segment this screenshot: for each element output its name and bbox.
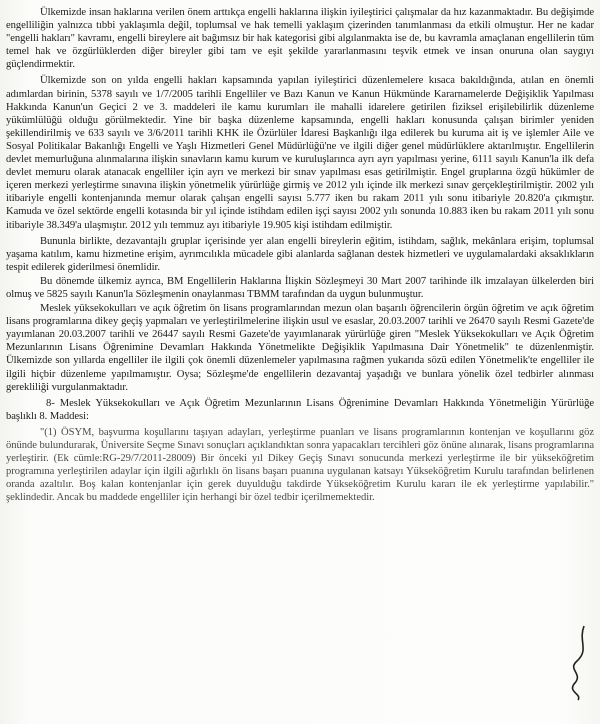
document-body [6,6,594,507]
paragraph-improvements: Ülkemizde son on yılda engelli hakları kapsamında yapılan iyileştirici düzenlemelere kısaca bakıldığında, atılan en önemli adımlardan birinin, 5378 sayılı ve 1/7/2005 tarihli Engelliler ve Bazı Kanun ve Kanun Hükmünde Kararnamelerde Değişiklik Yapılması Hakkında Kanun'un Geçici 2 ve 3. maddeleri ile kamu kurumları ile mahalli idarelere getirilen fiziksel erişilebilirlik düzenleme yükümlülüğü olduğu görülmektedir. Yine bir başka düzenleme kapsamında, engelli hakları konusunda çalışan birimler yeniden şekillendirilmiş ve 633 sayılı ve 3/6/2011 tarihli KHK ile Özürlüler İdaresi Başkanlığı ilga edilerek bu kuruma ait iş ve işlemler Aile ve Sosyal Politikalar Bakanlığı Engelli ve Yaşlı Hizmetleri Genel Müdürlüğü'ne ve ilgili diğer genel müdürlüklere aktarılmıştır. Engellilerin devlet memurluğuna alınmalarına ilişkin sınavların kamu kurum ve kuruluşlarınca ayrı ayrı yapılması yerine, 6111 sayılı Kanun'la ilk defa devlet memuru olarak atanacak engelliler için ayrı ve merkezi bir sınav yapılması esas getirilmiştir. Engel gruplarına özgü hükümler de içeren merkezi yerleştirme sınavına ilişkin yönetmelik yürürlüğe girmiş ve 2012 yılı içinde ilk merkezi sınav gerçekleştirilmiştir. 2002 yılı itibariyle engelli kontenjanında memur olarak çalışan engelli sayısı 5.777 iken bu rakam 2011 yılı sonu itibariyle 20.820'a çıkmıştır. Kamuda ve özel sektörde engelli kotasında bir yıl içinde istihdam edilen işçi sayısı 2002 yılı sonunda 10.883 iken bu rakam 2011 yılı sonu itibariyle 38.349'a ulaşmıştır. 2012 yılı temmuz ayı itibariyle 19.905 kişi istihdam edilmiştir. [6,75,594,231]
paragraph-article-8-text: "(1) ÖSYM, başvurma koşullarını taşıyan adayları, yerleştirme puanları ve lisans programlarının kontenjan ve koşullarını göz önünde bulundurarak, Üniversite Seçme Sınavı sonuçları açıklandıktan sonra yapacakları tercihleri göz önüne alınarak, lisans programlarına yerleştirir. (Ek cümle:RG-29/7/2011-28009) Bir önceki yıl Dikey Geçiş Sınavı sonucunda merkezi yerleştirme ile bir yükseköğretim programına yerleştirilen adaylar için ilgili ağırlıklı ön lisans başarı puanına uygulanan katsayı Yükseköğretim Kurulu tarafından belirlenen oranda azaltılır. Boş kalan kontenjanlar için gerek duyulduğu takdirde Yükseköğretim Kurulu kararı ile ek yerleştirme yapılabilir." şeklindedir. Ancak bu maddede engelliler için herhangi bir özel tedbir içerilmemektedir. [6,426,594,504]
paragraph-intro: Ülkemizde insan haklarına verilen önem arttıkça engelli haklarına ilişkin iyileştirici çalışmalar da hız kazanmaktadır. Bu değişimde engelliliğin yalnızca tıbbi yaklaşımla değil, toplumsal ve hak temelli yaklaşım çizerinden tanımlanması da etkili olmuştur. Her ne kadar "engelli hakları" kavramı, engelli bireylere ait bağımsız bir hak kategorisi gibi algılanmakta ise de, bu kavramla amaçlanan engellilerin tüm temel hak ve özgürlüklerden diğer bireyler gibi tam ve eşit şekilde yararlanmasını teşvik etmek ve insan onuruna olan saygıyı güçlendirmektir. [6,7,594,71]
paragraph-un-convention: Bu dönemde ülkemiz ayrıca, BM Engellilerin Haklarına İlişkin Sözleşmeyi 30 Mart 2007 tarihinde ilk imzalayan ülkelerden biri olmuş ve 5825 sayılı Kanun'la Sözleşmenin onaylanması TBMM tarafından da uygun bulunmuştur. [6,275,594,300]
signature-mark [554,622,594,702]
paragraph-disadvantaged-groups: Bununla birlikte, dezavantajlı gruplar içerisinde yer alan engelli bireylerin eğitim, istihdam, sağlık, mekânlara erişim, toplumsal yaşama katılım, kamu hizmetine erişim, ayrımcılıkla mücadele gibi alanlarda sağlanan destek hizmetleri ve uygulamalardaki aksaklıkların tespit edilerek giderilmesi önemlidir. [6,235,594,273]
paragraph-vocational-schools: Meslek yüksekokulları ve açık öğretim ön lisans programlarından mezun olan başarılı öğrencilerin örgün öğretim ve açık öğretim lisans programlarına dikey geçiş yapmaları ve yerleştirilmelerine ilişkin usul ve esaslar, 20.03.2007 tarihli ve 26470 sayılı Resmi Gazete'de yayımlanan 20.03.2007 tarihli ve 26447 sayılı Resmi Gazete'de yayımlanarak yürürlüğe giren "Meslek Yüksekokulları ve Açık Öğretim Mezunlarının Lisans Öğrenimine Devamları Hakkında Yönetmelikte Değişiklik Yapılmasına Dair Yönetmelik" te düzenlenmiştir. Ülkemizde son yıllarda engelliler ile ilgili çok önemli düzenlemeler yapılmasına rağmen yukarıda sözü edilen Yönetmelik'te engelliler ile ilgili hiçbir düzenleme yapılmamıştır. Oysa; Sözleşme'de engellilerin dezavantaj yaşadığı ve bunlara yönelik özel tedbirler alınması gerekliliği vurgulanmaktadır. [6,303,594,393]
paragraph-article-8-heading: 8- Meslek Yüksekokulları ve Açık Öğretim Mezunlarının Lisans Öğrenimine Devamları Hakkında Yönetmeliğin Yürürlüğe başlıklı 8. Maddesi: [6,397,594,422]
